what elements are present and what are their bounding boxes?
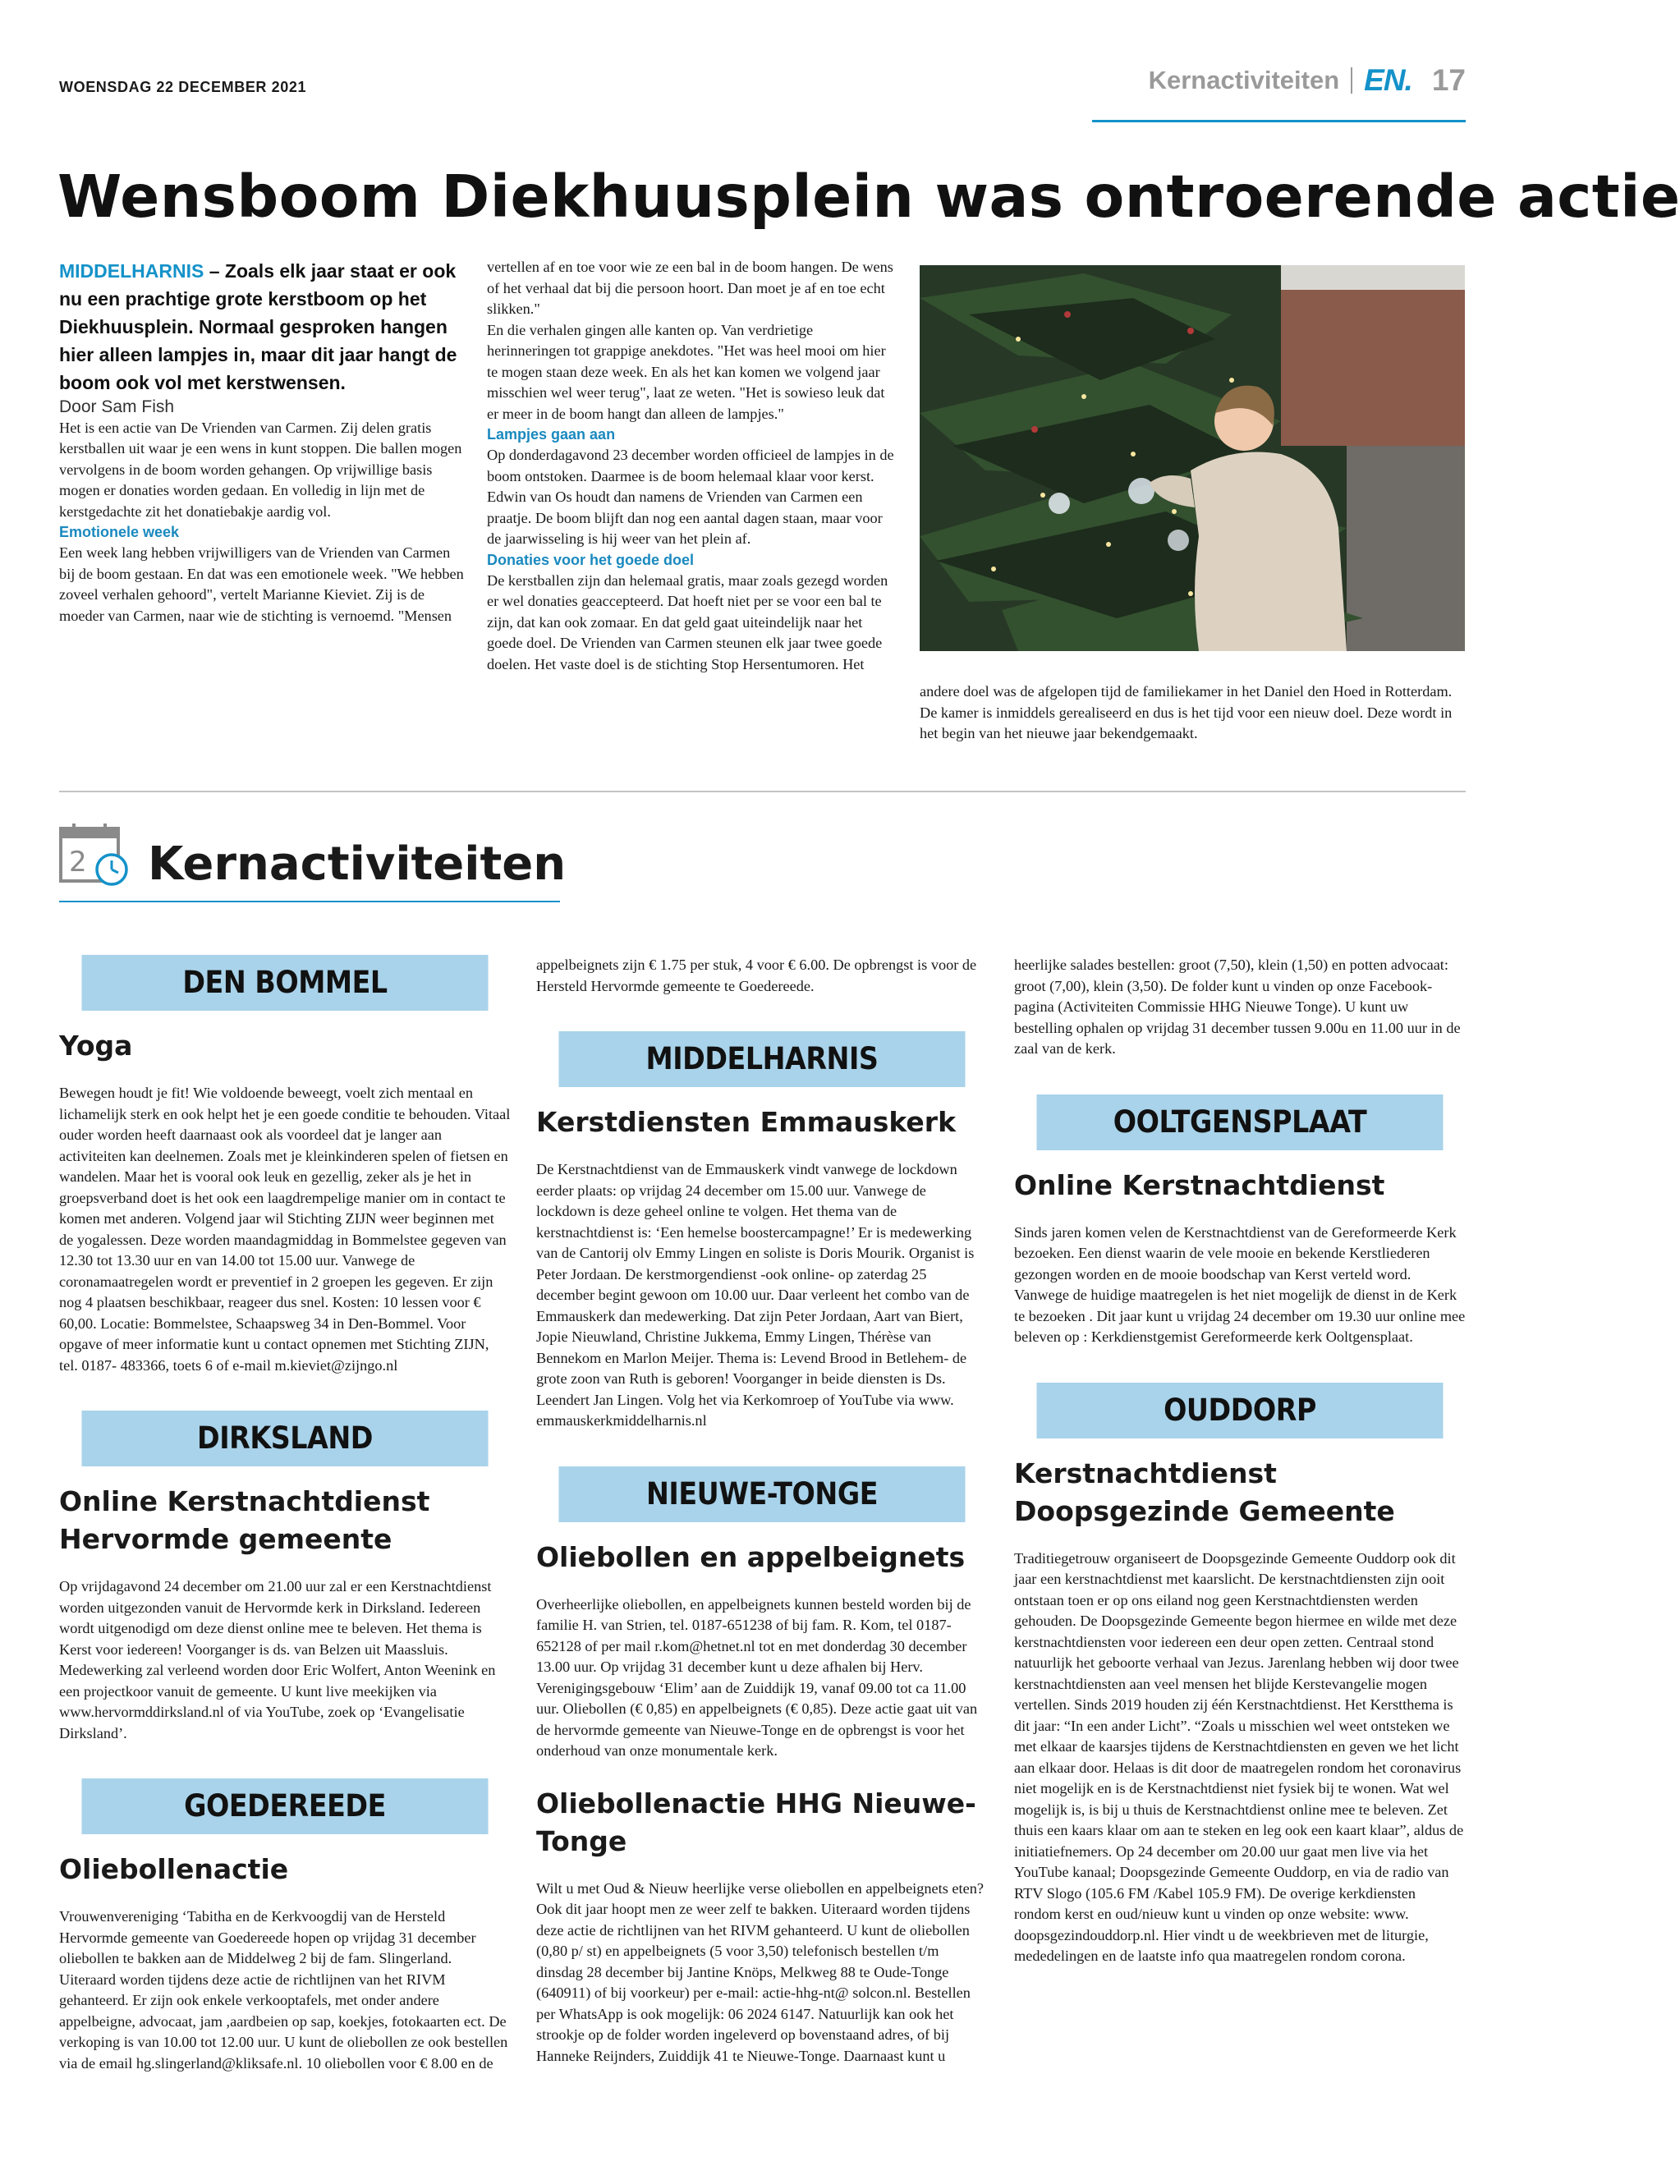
activity-text: Overheerlijke oliebollen, en appelbeignets kunnen besteld worden bij de familie H. van Strien, tel. 0187-651238 of bij fam. R. Kom, tel 0187-652128 of per mail r.kom@hetnet.nl tot en met donderdag 30 december 13.00 uur. Op vrijdag 31 december kunt u deze afhalen bij Herv. Verenigingsgebouw ‘Elim’ aan de Zuiddijk 19, vanaf 09.00 tot ca 11.00 uur. Oliebollen (€ 0,85) en appelbeignets (€ 0,85). Deze actie gaat uit van de hervormde gemeente van Nieuwe-Tonge en de opbrengst is voor het onderhoud van onze monumentale kerk. bbox=[536, 1595, 978, 1759]
article-column-3 bbox=[920, 681, 1465, 745]
activity-title: Kerstnachtdienst Doopsgezinde Gemeente bbox=[1014, 1457, 1395, 1527]
section-label: Kernactiviteiten bbox=[1148, 66, 1340, 94]
activity-title: Oliebollenactie HHG Nieuwe-Tonge bbox=[536, 1787, 976, 1857]
section-title-rule bbox=[59, 901, 560, 902]
activity-text-continued: appelbeignets zijn € 1.75 per stuk, 4 voor € 6.00. De opbrengst is voor de Hersteld Hervormde gemeente te Goedereede. bbox=[536, 957, 977, 994]
calendar-icon-number: 2 bbox=[69, 846, 87, 879]
activity-text: Vrouwenvereniging ‘Tabitha en de Kerkvoogdij van de Hersteld Hervormde gemeente van Goedereede hopen op vrijdag 31 december oliebollen te bakken aan de Middelweg 2 bij de fam. Slingerland. Uiteraard worden tijdens deze actie de richtlijnen van het RIVM gehanteerd. Er zijn ook enkele verkooptafels, met onder andere appelbeigne, advocaat, jam ,aardbeien op sap, koekjes, fotokaarten ect. De verkoping is van 10.00 tot 12.00 uur. U kunt de oliebollen ze ook bestellen via de email hg.slingerland@kliksafe.nl. 10 oliebollen voor € 8.00 en de bbox=[59, 1908, 508, 2072]
page-number: 17 bbox=[1431, 63, 1466, 97]
issue-date: WOENSDAG 22 DECEMBER 2021 bbox=[59, 79, 307, 95]
place-dirksland: DIRKSLAND bbox=[82, 1411, 489, 1466]
place-goedereede: GOEDEREEDE bbox=[82, 1778, 489, 1834]
header-rule bbox=[1092, 120, 1466, 122]
article-paragraph: Op donderdagavond 23 december worden officieel de lampjes in de boom ontstoken. Daarmee is de boom helemaal klaar voor kerst. Edwin van Os houdt dan namens de Vrienden van Carmen een praatje. De boom blijft dan nog een aantal dagen staan, maar voor de jaarwisseling is hij weer van het plein af. bbox=[487, 447, 894, 547]
article-column-1 bbox=[59, 257, 466, 645]
section-title: Kernactiviteiten bbox=[148, 837, 567, 891]
activity-text: Sinds jaren komen velen de Kerstnachtdienst van de Gereformeerde Kerk bezoeken. Een dienst waarin de vele mooie en bekende Kerstliederen gezongen worden en de mooie boodschap van Kerst verteld word. Vanwege de huidige maatregelen is het niet mogelijk de dienst in de Kerk te bezoeken . Dit jaar kunt u vrijdag 24 december om 19.30 uur online mee beleven op : Kerkdienstgemist Gereformeerde kerk Ooltgensplaat. bbox=[1014, 1223, 1466, 1345]
article-subheading: Emotionele week bbox=[59, 524, 180, 540]
article-column-2 bbox=[487, 257, 897, 676]
place-middelharnis: MIDDELHARNIS bbox=[559, 1031, 966, 1087]
place-den-bommel: DEN BOMMEL bbox=[82, 955, 489, 1011]
article-paragraph-continued: andere doel was de afgelopen tijd de familiekamer in het Daniel den Hoed in Rotterdam. De kamer is inmiddels gerealiseerd en dus is het tijd voor een nieuw doel. Deze wordt in het begin van het nieuwe jaar bekendgemaakt. bbox=[920, 683, 1453, 741]
page-header-right bbox=[1149, 62, 1466, 99]
newspaper-logo: EN. bbox=[1364, 63, 1412, 97]
article-byline: Door Sam Fish bbox=[59, 397, 175, 416]
article-subheading: Lampjes gaan aan bbox=[487, 426, 616, 443]
article-paragraph: De kerstballen zijn dan helemaal gratis, maar zoals gezegd worden er wel donaties geaccepteerd. Dat hoeft niet per se voor een bal te zijn, dat kan ook zomaar. En dat geld gaat uiteindelijk naar het goede doel. De Vrienden van Carmen steunen elk jaar twee goede doelen. Het vaste doel is de stichting Stop Hersentumoren. Het bbox=[487, 571, 888, 672]
photo-boy-decorating-tree bbox=[920, 265, 1465, 651]
activity-text: De Kerstnachtdienst van de Emmauskerk vindt vanwege de lockdown eerder plaats: op vrijdag 24 december om 15.00 uur. Vanwege de lockdown is deze geheel online te volgen. Het thema van de kerstnachtdienst is: ‘Een hemelse boostercampagne!’ Er is medewerking van de Cantorij olv Emmy Lingen en soliste is Doris Mourik. Organist is Peter Jordaan. De kerstmorgendienst -ook online- op zaterdag 25 december begint gewoon om 10.00 uur. Daar verleent het combo van de Emmauskerk dan medewerking. Dat zijn Peter Jordaan, Aart van Biert, Jopie Nieuwland, Christine Jukkema, Emmy Lingen, Thérèse van Bennekom en Marlon Meijer. Thema is: Levend Brood in Betlehem- de grote zoon van Ruth is geboren! Voorganger in beide diensten is Ds. Leendert Jan Lingen. Volg het via Kerkomroep of YouTube via www. emmauskerkmiddelharnis.nl bbox=[536, 1161, 975, 1429]
article-lead bbox=[59, 257, 466, 397]
activity-text-continued: heerlijke salades bestellen: groot (7,50), klein (1,50) en potten advocaat: groot (7,00), klein (3,50). De folder kunt u vinden op onze Facebook-pagina (Activiteiten Commissie HHG Nieuwe Tonge). U kunt uw bestelling ophalen op vrijdag 31 december tussen 9.00u en 11.00 uur in de zaal van de kerk. bbox=[1014, 957, 1461, 1057]
activities-column-2 bbox=[536, 955, 988, 2067]
activity-text: Traditiegetrouw organiseert de Doopsgezinde Gemeente Ouddorp ook dit jaar een kerstnachtdienst met kaarslicht. De kerstnachtdiensten zijn ooit ontstaan toen er op ons eiland nog geen Kerstnachtdiensten werden gehouden. De Doopsgezinde Gemeente begon hiermee en wilde met deze kerstnachtdiensten voor iedereen een deur open zetten. Centraal stond natuurlijk het geboorte verhaal van Jezus. Jarenlang hebben wij door twee kerstnachtdiensten aan veel mensen het blijde Kerstevangelie mogen vertellen. Sinds 2019 houden zij één Kerstnachtdienst. Het Kerstthema is dit jaar: “In een ander Licht”. “Zoals u misschien wel weet ontsteken we met elkaar de kaarsjes tijdens de Kerstnachtdiensten en geven we het licht aan elkaar door. Helaas is dit door de maatregelen rondom het coronavirus niet mogelijk en is de Kerstnachtdienst niet fysiek bij te wonen. Wat wel mogelijk is, is bij u thuis de Kerstnachtdienst online mee te beleven. Zet thuis een kaars klaar om aan te steken en leg ook een kaart klaar”, aldus de initiatiefnemers. Op 24 december om 20.00 uur gaat men live via het YouTube kanaal; Doopsgezinde Gemeente Ouddorp, en via de radio van RTV Slogo (105.6 FM /Kabel 105.9 FM). De overige kerkdiensten rondom kerst en oud/nieuw kunt u vinden op onze website: www. doopsgezindouddorp.nl. Hier vindt u de weekbrieven met de liturgie, mededelingen en de laatste info qua maatregelen rondom corona. bbox=[1014, 1549, 1464, 1964]
activity-text: Op vrijdagavond 24 december om 21.00 uur zal er een Kerstnachtdienst worden uitgezonden vanuit de Hervormde kerk in Dirksland. Iedereen wordt uitgenodigd om deze dienst online mee te beleven. Het thema is Kerst voor iedereen! Voorganger is ds. van Belzen uit Maassluis. Medewerking zal verleend worden door Eric Wolfert, Anton Weenink en een projectkoor vanuit de gemeente. U kunt live meekijken via www.hervormddirksland.nl of via YouTube, zoek op ‘Evangelisatie Dirksland’. bbox=[59, 1578, 496, 1741]
activity-title: Oliebollen en appelbeignets bbox=[536, 1540, 966, 1573]
activity-title: Online Kerstnachtdienst bbox=[1014, 1168, 1385, 1201]
article-photo bbox=[920, 265, 1465, 651]
activity-text: Wilt u met Oud & Nieuw heerlijke verse oliebollen en appelbeignets eten? Ook dit jaar hoopt men ze weer zelf te bakken. Uiteraard worden tijdens deze actie de richtlijnen van het RIVM gehanteerd. U kunt de oliebollen (0,80 p/ st) en appelbeignets (5 voor 3,50) telefonisch bestellen t/m dinsdag 28 december bij Jantine Knöps, Melkweg 88 te Oude-Tonge (640911) of bij voorkeur) per e-mail: actie-hhg-nt@ solcon.nl. Bestellen per WhatsApp is ook mogelijk: 06 2024 6147. Natuurlijk kan ook het strookje op de folder worden ingeleverd op bovenstaand adres, of bij Hanneke Reijnders, Zuiddijk 41 te Nieuwe-Tonge. Daarnaast kunt u bbox=[536, 1879, 984, 2064]
article-subheading: Donaties voor het goede doel bbox=[487, 551, 695, 568]
header-divider bbox=[1351, 67, 1352, 94]
activity-text: Bewegen houdt je fit! Wie voldoende beweegt, voelt zich mentaal en lichamelijk sterk en ook helpt het je een goede conditie te behouden. Vitaal ouder worden heeft daarnaast ook als voordeel dat je langer aan activiteiten kan deelnemen. Zoals met je kleinkinderen spelen of fietsen en wandelen. Maar het is vooral ook leuk en gezellig, zeker als je het in groepsverband doet is het ook een laagdrempelige manier om in contact te komen met anderen. Volgend jaar wil Stichting ZIJN weer beginnen met de yogalessen. Deze worden maandagmiddag in Bommelstee gegeven van 12.30 tot 13.30 uur en van 14.00 tot 15.00 uur. Vanwege de coronamaatregelen wordt er preventief in 2 groepen les gegeven. Er zijn nog 4 plaatsen beschikbaar, reageer dus snel. Kosten: 10 lessen voor € 60,00. Locatie: Bommelstee, Schaapsweg 34 in Den-Bommel. Voor opgave of meer informatie kunt u contact opnemen met Stichting ZIJN, tel. 0187- 483366, toets 6 of e-mail m.kieviet@zijngo.nl bbox=[59, 1085, 511, 1374]
place-nieuwe-tonge: NIEUWE-TONGE bbox=[559, 1466, 966, 1522]
activity-title: Kerstdiensten Emmauskerk bbox=[536, 1106, 957, 1138]
section-divider bbox=[59, 791, 1466, 792]
activity-title: Oliebollenactie bbox=[59, 1853, 289, 1885]
article-paragraph: Een week lang hebben vrijwilligers van de Vrienden van Carmen bij de boom gestaan. En dat was een emotionele week. "We hebben zoveel verhalen gehoord", vertelt Marianne Kieviet. Zij is de moeder van Carmen, naar wie de stichting is vernoemd. "Mensen bbox=[59, 544, 464, 624]
article-paragraph-continued: vertellen af en toe voor wie ze een bal in de boom hangen. De wens of het verhaal dat bij die persoon hoort. Dan moet je af en toe echt slikken." bbox=[487, 259, 893, 317]
calendar-clock-icon bbox=[59, 824, 133, 889]
article-paragraph: En die verhalen gingen alle kanten op. Van verdrietige herinneringen tot grappige anekdotes. "Het was heel mooi om hier te mogen staan deze week. En als het kan komen we volgend jaar misschien wel weer terug", laat ze weten. "Het is sowieso leuk dat er meer in de boom hangt dan alleen de lampjes." bbox=[487, 321, 886, 422]
place-ouddorp: OUDDORP bbox=[1037, 1383, 1444, 1438]
article-paragraph: Het is een actie van De Vrienden van Carmen. Zij delen gratis kerstballen uit waar je een wens in kunt stoppen. Die ballen mogen vervolgens in de boom worden gehangen. Op vrijwillige basis mogen er donaties worden gedaan. En volledig in lijn met de kerstgedachte zit het donatiebakje aardig vol. bbox=[59, 419, 462, 520]
article-lead-text: – Zoals elk jaar staat er ook nu een prachtige grote kerstboom op het Diekhuusplein. Normaal gesproken hangen hier alleen lampjes in, maar dit jaar hangt de boom ook vol met kerstwensen. bbox=[59, 260, 457, 393]
article-dateline: MIDDELHARNIS bbox=[59, 260, 204, 282]
place-ooltgensplaat: OOLTGENSPLAAT bbox=[1037, 1094, 1444, 1150]
article-headline: Wensboom Diekhuusplein was ontroerende actie bbox=[57, 163, 1680, 231]
activities-column-3 bbox=[1014, 955, 1466, 1967]
activity-title: Yoga bbox=[59, 1030, 133, 1062]
activity-title: Online Kerstnachtdienst Hervormde gemeente bbox=[59, 1485, 430, 1555]
activities-column-1 bbox=[59, 955, 511, 2075]
